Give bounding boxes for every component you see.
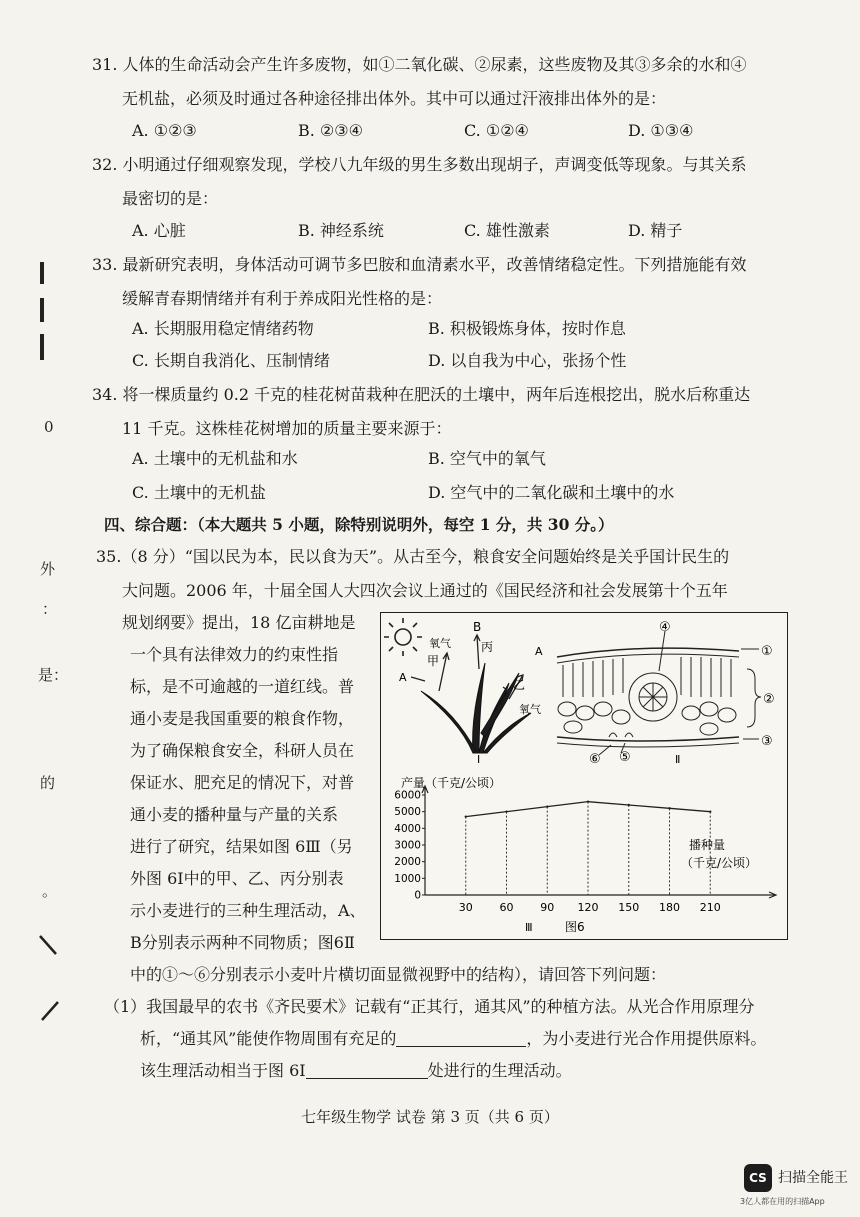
chart-data-point — [546, 805, 548, 807]
chart-y-axis-label: 产量（千克/公顷） — [401, 776, 502, 790]
margin-stroke — [36, 930, 60, 1030]
q31-option-c: C. ①②④ — [464, 121, 529, 140]
chart-data-point — [505, 810, 507, 812]
chart-x-tick-label: 150 — [618, 901, 640, 914]
plant-label-jia: 甲 — [427, 654, 440, 668]
q35-wrap-line: 保证水、肥充足的情况下，对普 — [130, 773, 355, 792]
q34-stem-line1: 34. 将一棵质量约 0.2 千克的桂花树苗栽种在肥沃的土壤中，两年后连根挖出，脱水后称重达 — [92, 385, 751, 404]
margin-text: 的 — [40, 774, 56, 792]
plant-label-b: B — [473, 620, 482, 634]
q33-option-a: A. 长期服用稳定情绪药物 — [132, 319, 314, 338]
figure-6-plant-diagram — [381, 613, 551, 763]
chart-y-tick-label: 6000 — [394, 789, 421, 802]
chart-x-tick-label: 60 — [499, 901, 514, 914]
q31-option-d: D. ①③④ — [628, 121, 694, 140]
q35-sub1-line3-start: 该生理活动相当于图 6Ⅰ — [140, 1061, 306, 1080]
q35-wrap-line: 外图 6Ⅰ中的甲、乙、丙分别表 — [130, 869, 344, 888]
q35-wrap-line: 一个具有法律效力的约束性指 — [130, 645, 339, 664]
q32-stem-line1: 32. 小明通过仔细观察发现，学校八九年级的男生多数出现胡子，声调变低等现象。与其关系 — [92, 155, 747, 174]
chart-y-tick-label: 4000 — [394, 822, 421, 835]
q33-option-c: C. 长期自我消化、压制情绪 — [132, 351, 330, 370]
panel-roman-1: Ⅰ — [477, 753, 481, 763]
q34-option-c: C. 土壤中的无机盐 — [132, 483, 266, 502]
q34-option-b: B. 空气中的氧气 — [428, 449, 546, 468]
q35-sub1-line2-start: 析，“通其风”能使作物周围有充足的 — [140, 1029, 397, 1048]
spongy-cells — [558, 702, 736, 735]
q35-sub1-line2 — [140, 1028, 766, 1050]
q35-wrap-line: 规划纲要》提出，18 亿亩耕地是 — [122, 613, 356, 632]
q35-stem-line1: 35.（8 分）“国以民为本，民以食为天”。从古至今，粮食安全问题始终是关乎国计民生的 — [96, 547, 730, 566]
q33-stem-line1: 33. 最新研究表明，身体活动可调节多巴胺和血清素水平，改善情绪稳定性。下列措施能有效 — [92, 255, 747, 274]
q32-stem-line2: 最密切的是： — [122, 189, 219, 208]
chart-x-tick-label: 210 — [699, 901, 721, 914]
margin-text: ： — [42, 600, 58, 618]
figure-6 — [380, 612, 788, 940]
scanner-app-subtitle: 3亿人都在用的扫描App — [740, 1197, 825, 1206]
chart-x-tick-label: 120 — [577, 901, 599, 914]
scanner-app-title: 扫描全能王 — [778, 1170, 848, 1186]
chart-roman-3: Ⅲ — [525, 921, 533, 934]
plant-label-oxygen-top: 氧气 — [429, 637, 451, 650]
plant-label-oxygen-bottom: 氧气 — [519, 703, 541, 716]
q35-stem-line2: 大问题。2006 年，十届全国人大四次会议上通过的《国民经济和社会发展第十个五年 — [122, 581, 728, 600]
q32-option-a: A. 心脏 — [132, 221, 186, 240]
leaf-label-4: ④ — [659, 620, 671, 635]
q33-option-d: D. 以自我为中心，张扬个性 — [428, 351, 627, 370]
q31-stem-line1: 31. 人体的生命活动会产生许多废物，如①二氧化碳、②尿素，这些废物及其③多余的水和④ — [92, 55, 747, 74]
sun-icon — [384, 618, 422, 656]
q35-stem-after-figure: 中的①～⑥分别表示小麦叶片横切面显微视野中的结构），请回答下列问题： — [130, 965, 667, 984]
q33-stem-line2: 缓解青春期情绪并有利于养成阳光性格的是： — [122, 289, 443, 308]
margin-text: 0 — [44, 418, 54, 436]
q31-stem-line2: 无机盐，必须及时通过各种途径排出体外。其中可以通过汗液排出体外的是： — [122, 89, 667, 108]
leaf-label-6: ⑥ — [589, 752, 601, 765]
chart-data-point — [628, 804, 630, 806]
q35-wrap-line: 标，是不可逾越的一道红线。普 — [130, 677, 355, 696]
chart-x-tick-label: 90 — [540, 901, 555, 914]
figure-6-yield-chart — [381, 769, 785, 937]
binding-edge-mark — [40, 262, 44, 284]
q33-option-b: B. 积极锻炼身体，按时作息 — [428, 319, 626, 338]
scanner-logo-icon: CS — [744, 1164, 772, 1192]
q35-wrap-line: 为了确保粮食安全，科研人员在 — [130, 741, 355, 760]
q35-sub1-line3 — [140, 1060, 572, 1082]
plant-label-bing: 丙 — [481, 640, 494, 654]
leaf-label-1: ① — [761, 644, 773, 659]
figure-caption: 图6 — [565, 920, 585, 934]
plant-label-a-right: A — [535, 645, 543, 658]
chart-data-point — [465, 815, 467, 817]
q32-option-c: C. 雄性激素 — [464, 221, 550, 240]
chart-y-tick-label: 1000 — [394, 872, 421, 885]
panel-roman-2: Ⅱ — [675, 753, 681, 765]
q35-wrap-line: 通小麦的播种量与产量的关系 — [130, 805, 339, 824]
leaf-label-2: ② — [763, 692, 775, 707]
plant-label-yi: 乙 — [513, 678, 526, 692]
q34-option-d: D. 空气中的二氧化碳和土壤中的水 — [428, 483, 675, 502]
q35-wrap-line: B分别表示两种不同物质；图6Ⅱ — [130, 933, 355, 952]
leaf-label-3: ③ — [761, 734, 773, 749]
plant-label-a-left: A — [399, 671, 407, 684]
q34-stem-line2: 11 千克。这株桂花树增加的质量主要来源于： — [122, 419, 452, 438]
chart-y-tick-label: 0 — [414, 889, 421, 902]
answer-blank-1[interactable] — [396, 1030, 526, 1047]
margin-text: 是： — [38, 666, 69, 684]
q35-wrap-line: 通小麦是我国重要的粮食作物， — [130, 709, 355, 728]
figure-6-leaf-cross-section — [549, 617, 785, 765]
binding-edge-mark — [40, 298, 44, 322]
q31-option-b: B. ②③④ — [298, 121, 363, 140]
q32-option-b: B. 神经系统 — [298, 221, 384, 240]
answer-blank-2[interactable] — [306, 1062, 428, 1079]
chart-data-point — [709, 810, 711, 812]
chart-x-tick-label: 30 — [458, 901, 473, 914]
chart-y-tick-label: 2000 — [394, 856, 421, 869]
chart-x-axis-unit: （千克/公顷） — [681, 856, 758, 870]
q35-sub1-line2-end: ，为小麦进行光合作用提供原料。 — [526, 1029, 767, 1048]
chart-x-axis-label: 播种量 — [689, 838, 726, 852]
leaf-label-5: ⑤ — [619, 750, 631, 765]
q35-sub1-line3-end: 处进行的生理活动。 — [427, 1061, 572, 1080]
margin-text: 。 — [42, 882, 58, 900]
page-footer: 七年级生物学 试卷 第 3 页（共 6 页） — [301, 1108, 559, 1126]
chart-data-point — [587, 800, 589, 802]
q35-sub1-line1: （1）我国最早的农书《齐民要术》记载有“正其行，通其风”的种植方法。从光合作用原理分 — [104, 997, 755, 1016]
chart-data-point — [668, 807, 670, 809]
q35-wrap-line: 进行了研究，结果如图 6Ⅲ（另 — [130, 837, 353, 856]
chart-x-tick-label: 180 — [659, 901, 680, 914]
q32-option-d: D. 精子 — [628, 221, 683, 240]
binding-edge-mark — [40, 334, 44, 360]
chart-y-tick-label: 5000 — [394, 806, 421, 819]
margin-text: 外 — [40, 560, 56, 578]
chart-y-tick-label: 3000 — [394, 839, 421, 852]
q31-option-a: A. ①②③ — [132, 121, 197, 140]
section-heading: 四、综合题：（本大题共 5 小题，除特别说明外，每空 1 分，共 30 分。） — [104, 515, 614, 534]
q34-option-a: A. 土壤中的无机盐和水 — [132, 449, 298, 468]
q35-wrap-line: 示小麦进行的三种生理活动，A、 — [130, 901, 366, 920]
